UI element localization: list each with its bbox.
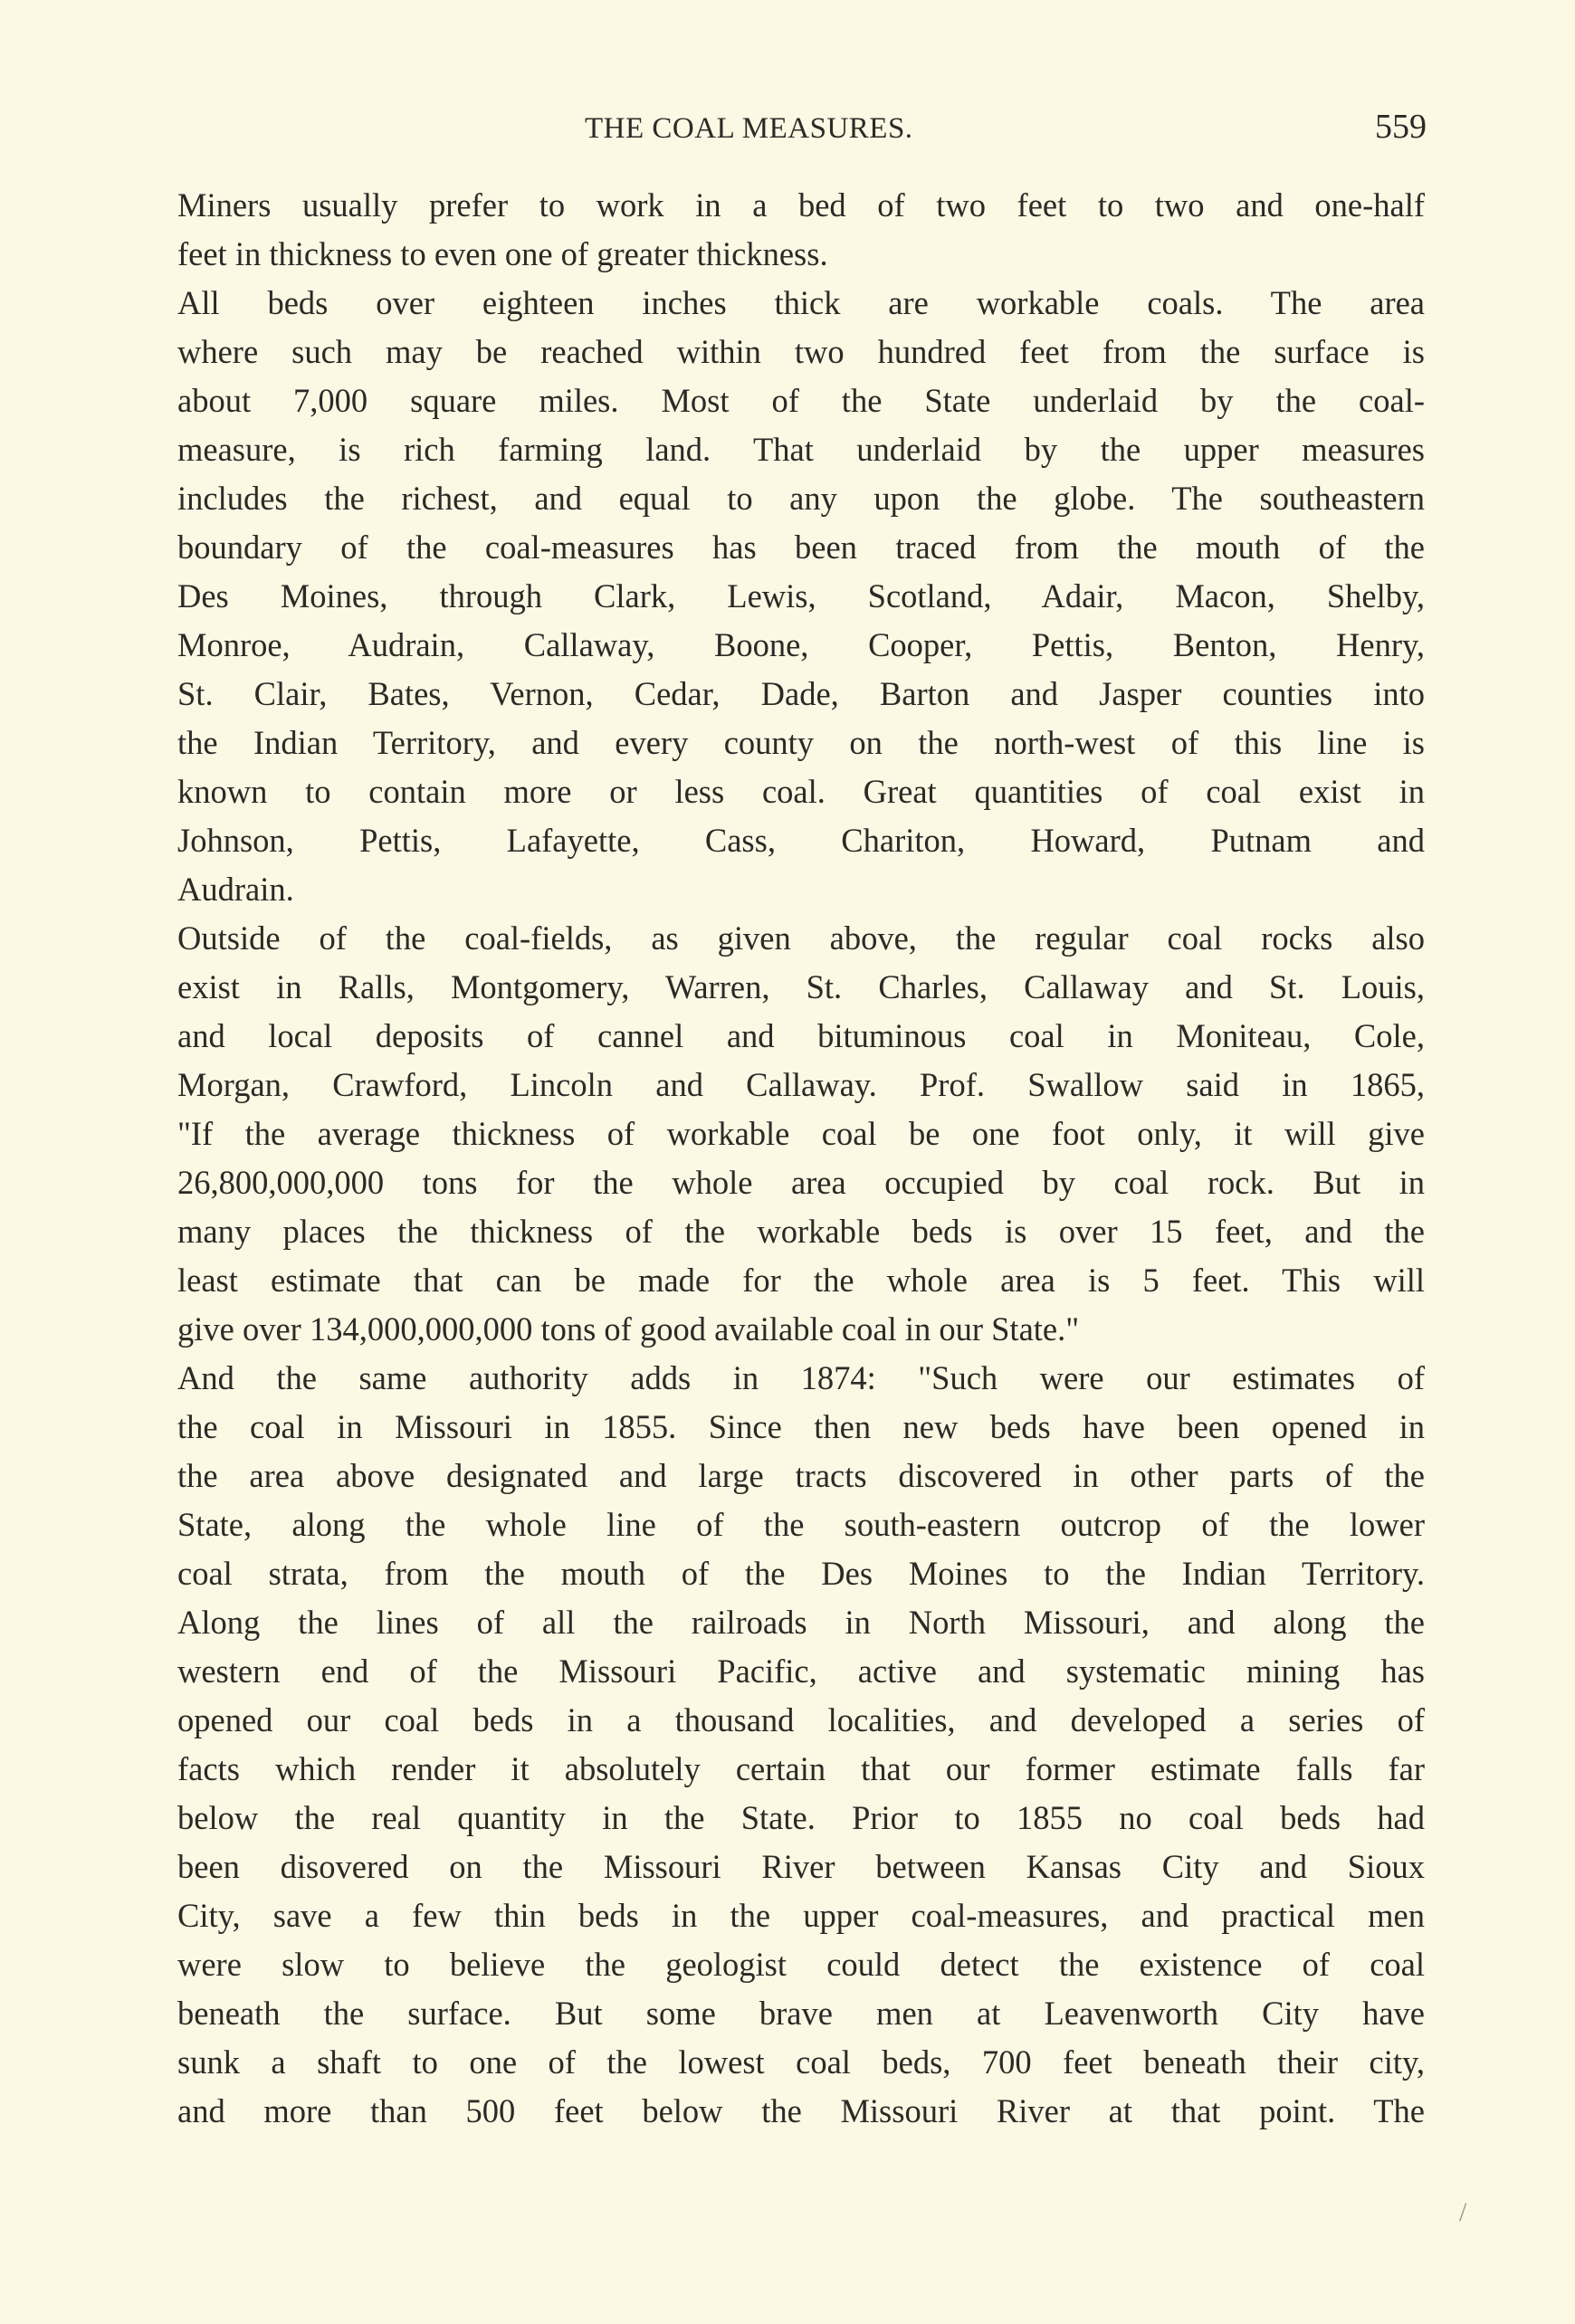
text-line: St. Clair, Bates, Vernon, Cedar, Dade, Barton and Jasper counties into	[177, 675, 1425, 712]
text-line: Audrain.	[177, 871, 294, 908]
text-line: feet in thickness to even one of greater thickness.	[177, 235, 828, 272]
text-line: Morgan, Crawford, Lincoln and Callaway. Prof. Swallow said in 1865,	[177, 1066, 1425, 1103]
text-line: coal strata, from the mouth of the Des Moines to the Indian Territory.	[177, 1555, 1425, 1592]
text-line: been disovered on the Missouri River between Kansas City and Sioux	[177, 1848, 1425, 1885]
text-line: City, save a few thin beds in the upper coal-measures, and practical men	[177, 1897, 1425, 1934]
margin-pencil-mark: /	[1459, 2197, 1467, 2227]
paragraph	[177, 1354, 1425, 2136]
text-line: many places the thickness of the workable beds is over 15 feet, and the	[177, 1213, 1425, 1250]
paragraph	[177, 181, 1425, 279]
text-line: Johnson, Pettis, Lafayette, Cass, Chariton, Howard, Putnam and	[177, 822, 1425, 859]
page-number: 559	[1375, 108, 1427, 146]
text-line: 26,800,000,000 tons for the whole area occupied by coal rock. But in	[177, 1164, 1425, 1201]
text-line: the area above designated and large tracts discovered in other parts of the	[177, 1457, 1425, 1494]
paragraph	[177, 279, 1425, 914]
text-line: and more than 500 feet below the Missouri River at that point. The	[177, 2092, 1425, 2129]
text-line: boundary of the coal-measures has been traced from the mouth of the	[177, 529, 1425, 566]
text-line: exist in Ralls, Montgomery, Warren, St. Charles, Callaway and St. Louis,	[177, 968, 1425, 1005]
text-line: And the same authority adds in 1874: "Such were our estimates of	[177, 1359, 1425, 1396]
text-line: Des Moines, through Clark, Lewis, Scotland, Adair, Macon, Shelby,	[177, 577, 1425, 614]
text-line: Along the lines of all the railroads in North Missouri, and along the	[177, 1604, 1425, 1641]
text-line: where such may be reached within two hundred feet from the surface is	[177, 333, 1425, 370]
paragraph	[177, 914, 1425, 1354]
text-line: Outside of the coal-fields, as given above, the regular coal rocks also	[177, 919, 1425, 957]
text-line: give over 134,000,000,000 tons of good available coal in our State."	[177, 1310, 1080, 1348]
text-line: sunk a shaft to one of the lowest coal beds, 700 feet beneath their city,	[177, 2043, 1425, 2081]
text-line: below the real quantity in the State. Prior to 1855 no coal beds had	[177, 1799, 1425, 1836]
text-line: and local deposits of cannel and bituminous coal in Moniteau, Cole,	[177, 1017, 1425, 1054]
text-line: western end of the Missouri Pacific, active and systematic mining has	[177, 1653, 1425, 1690]
text-line: the Indian Territory, and every county on the north-west of this line is	[177, 724, 1425, 761]
text-line: Monroe, Audrain, Callaway, Boone, Cooper, Pettis, Benton, Henry,	[177, 626, 1425, 663]
text-line: facts which render it absolutely certain that our former estimate falls far	[177, 1750, 1425, 1787]
body-text	[177, 181, 1425, 2136]
text-line: about 7,000 square miles. Most of the State underlaid by the coal-	[177, 382, 1425, 419]
text-line: opened our coal beds in a thousand localities, and developed a series of	[177, 1701, 1425, 1738]
running-title: THE COAL MEASURES.	[585, 112, 913, 145]
text-line: were slow to believe the geologist could detect the existence of coal	[177, 1946, 1425, 1983]
page-header	[177, 101, 1427, 156]
text-line: measure, is rich farming land. That underlaid by the upper measures	[177, 431, 1425, 468]
text-line: the coal in Missouri in 1855. Since then new beds have been opened in	[177, 1408, 1425, 1445]
text-line: known to contain more or less coal. Great quantities of coal exist in	[177, 773, 1425, 810]
text-line: State, along the whole line of the south-eastern outcrop of the lower	[177, 1506, 1425, 1543]
text-line: Miners usually prefer to work in a bed of two feet to two and one-half	[177, 186, 1425, 224]
text-line: least estimate that can be made for the whole area is 5 feet. This will	[177, 1262, 1425, 1299]
text-line: beneath the surface. But some brave men at Leavenworth City have	[177, 1995, 1425, 2032]
text-line: "If the average thickness of workable coal be one foot only, it will give	[177, 1115, 1425, 1152]
text-line: All beds over eighteen inches thick are workable coals. The area	[177, 284, 1425, 321]
text-line: includes the richest, and equal to any upon the globe. The southeastern	[177, 480, 1425, 517]
